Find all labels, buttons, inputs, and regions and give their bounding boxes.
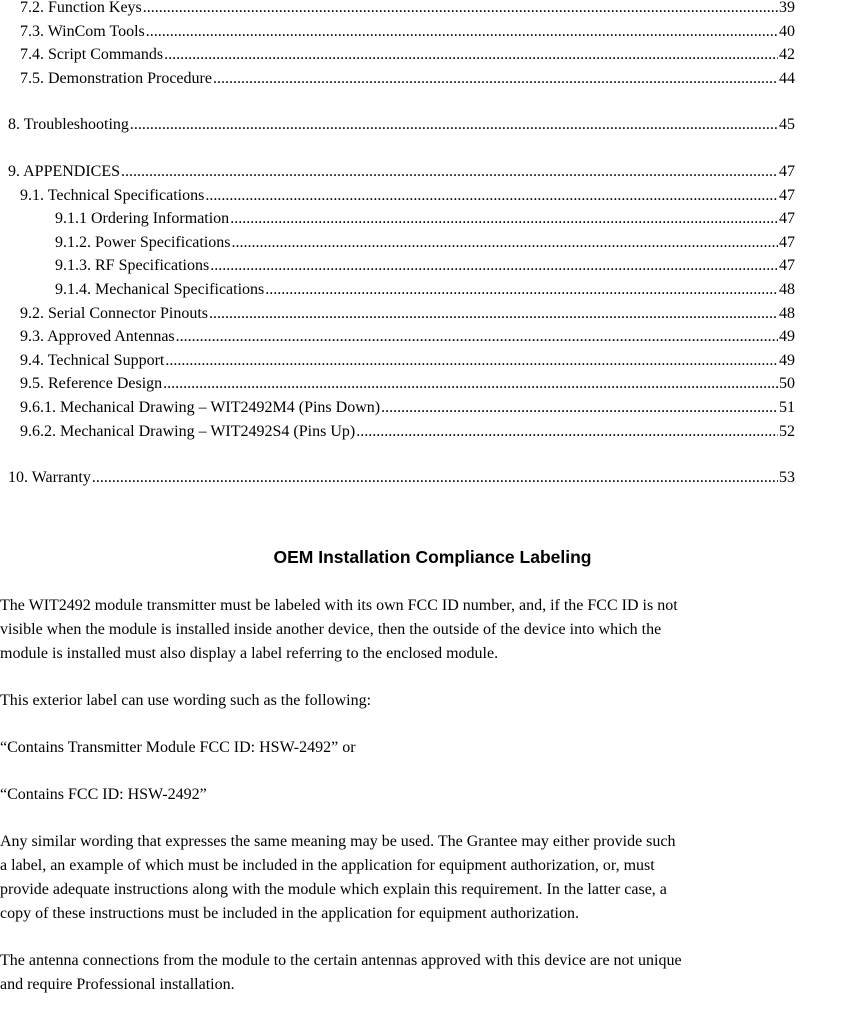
toc-dot-leader xyxy=(164,43,778,67)
toc-entry-title: 7.5. Demonstration Procedure xyxy=(20,69,212,87)
toc-entry[interactable] xyxy=(0,278,795,302)
toc-entry-title: 9.6.1. Mechanical Drawing – WIT2492M4 (Pins Down) xyxy=(20,398,381,416)
toc-entry[interactable] xyxy=(0,43,795,67)
toc-page-number: 48 xyxy=(779,280,795,298)
paragraph-line: and require Professional installation. xyxy=(0,976,235,993)
toc-dot-leader xyxy=(146,20,778,44)
toc-entry[interactable] xyxy=(0,302,795,326)
toc-page-number: 40 xyxy=(779,22,795,40)
toc-entry[interactable] xyxy=(0,20,795,44)
toc-entry[interactable] xyxy=(0,254,795,278)
paragraph-line: The antenna connections from the module to the certain antennas approved with this device are not unique xyxy=(0,952,682,969)
toc-page-number: 49 xyxy=(779,351,795,369)
toc-page-number: 47 xyxy=(779,186,795,204)
toc-entry[interactable] xyxy=(0,207,795,231)
toc-entry-title: 9.6.2. Mechanical Drawing – WIT2492S4 (Pins Up) xyxy=(20,422,356,440)
toc-dot-leader xyxy=(213,67,778,91)
toc-entry[interactable] xyxy=(0,113,795,137)
toc-dot-leader xyxy=(176,325,778,349)
paragraph-line: The WIT2492 module transmitter must be labeled with its own FCC ID number, and, if the FCC ID is not xyxy=(0,597,678,614)
toc-page-number: 53 xyxy=(779,469,795,487)
toc-entry-title: 8. Troubleshooting xyxy=(8,116,129,134)
toc-dot-leader xyxy=(205,184,778,208)
toc-spacer xyxy=(0,90,795,113)
toc-entry-title: 9.5. Reference Design xyxy=(20,375,163,393)
toc-page-number: 39 xyxy=(779,0,795,16)
toc-entry[interactable] xyxy=(0,466,795,490)
toc-entry-title: 9.1.3. RF Specifications xyxy=(55,257,210,275)
toc-page-number: 48 xyxy=(779,304,795,322)
paragraph-line: module is installed must also display a label referring to the enclosed module. xyxy=(0,645,499,662)
toc-entry[interactable] xyxy=(0,396,795,420)
paragraph-line: This exterior label can use wording such as the following: xyxy=(0,692,372,709)
toc-entry[interactable] xyxy=(0,160,795,184)
toc-entry[interactable] xyxy=(0,184,795,208)
toc-page-number: 44 xyxy=(779,69,795,87)
toc-entry-title: 7.3. WinCom Tools xyxy=(20,22,145,40)
paragraph-line: a label, an example of which must be included in the application for equipment authorization, or, must xyxy=(0,857,655,874)
paragraph xyxy=(0,783,865,807)
toc-entry-title: 9.3. Approved Antennas xyxy=(20,328,175,346)
paragraph-line: copy of these instructions must be included in the application for equipment authorization. xyxy=(0,905,579,922)
paragraph xyxy=(0,949,865,997)
paragraph-line: “Contains FCC ID: HSW-2492” xyxy=(0,786,207,803)
paragraph xyxy=(0,689,865,713)
body-text xyxy=(0,594,865,1020)
toc-entry-title: 9.1.2. Power Specifications xyxy=(55,233,231,251)
toc-page-number: 52 xyxy=(779,422,795,440)
toc-entry-title: 9.4. Technical Support xyxy=(20,351,165,369)
toc-page-number: 47 xyxy=(779,257,795,275)
toc-dot-leader xyxy=(232,231,778,255)
paragraph xyxy=(0,594,865,666)
toc-dot-leader xyxy=(209,302,778,326)
toc-page-number: 42 xyxy=(779,46,795,64)
paragraph-line: provide adequate instructions along with the module which explain this requirement. In the latter case, a xyxy=(0,881,667,898)
paragraph xyxy=(0,830,865,926)
paragraph-line: Any similar wording that expresses the same meaning may be used. The Grantee may either provide such xyxy=(0,833,676,850)
toc-dot-leader xyxy=(265,278,778,302)
toc-entry-title: 7.4. Script Commands xyxy=(20,46,164,64)
toc-dot-leader xyxy=(381,396,778,420)
toc-dot-leader xyxy=(92,466,778,490)
toc-dot-leader xyxy=(230,207,778,231)
toc-page-number: 47 xyxy=(779,162,795,180)
toc-spacer xyxy=(0,443,795,466)
toc-entry-title: 9. APPENDICES xyxy=(8,162,121,180)
toc-entry-title: 7.2. Function Keys xyxy=(20,0,142,16)
toc-entry[interactable] xyxy=(0,420,795,444)
toc-dot-leader xyxy=(163,372,778,396)
toc-page-number: 47 xyxy=(779,210,795,228)
toc-entry-title: 10. Warranty xyxy=(8,469,91,487)
toc-dot-leader xyxy=(356,420,778,444)
toc-entry[interactable] xyxy=(0,67,795,91)
toc-page-number: 49 xyxy=(779,328,795,346)
toc-page-number: 47 xyxy=(779,233,795,251)
toc-entry-title: 9.1.4. Mechanical Specifications xyxy=(55,280,265,298)
toc-spacer xyxy=(0,137,795,160)
toc-dot-leader xyxy=(130,113,778,137)
toc-entry[interactable] xyxy=(0,231,795,255)
toc-entry-title: 9.1.1 Ordering Information xyxy=(55,210,230,228)
paragraph-line: “Contains Transmitter Module FCC ID: HSW-2492” or xyxy=(0,739,356,756)
toc-page-number: 51 xyxy=(779,398,795,416)
toc-dot-leader xyxy=(121,160,778,184)
toc-page-number: 50 xyxy=(779,375,795,393)
toc-entry[interactable] xyxy=(0,325,795,349)
toc-entry-title: 9.2. Serial Connector Pinouts xyxy=(20,304,208,322)
toc-dot-leader xyxy=(210,254,778,278)
toc-dot-leader xyxy=(165,349,778,373)
toc-dot-leader xyxy=(143,0,778,20)
paragraph-line: visible when the module is installed inside another device, then the outside of the device into which the xyxy=(0,621,662,638)
toc-entry[interactable] xyxy=(0,0,795,20)
toc-entry-title: 9.1. Technical Specifications xyxy=(20,186,205,204)
toc-page-number: 45 xyxy=(779,116,795,134)
table-of-contents xyxy=(0,0,795,490)
section-heading: OEM Installation Compliance Labeling xyxy=(273,547,592,567)
toc-entry[interactable] xyxy=(0,349,795,373)
toc-entry[interactable] xyxy=(0,372,795,396)
paragraph xyxy=(0,736,865,760)
